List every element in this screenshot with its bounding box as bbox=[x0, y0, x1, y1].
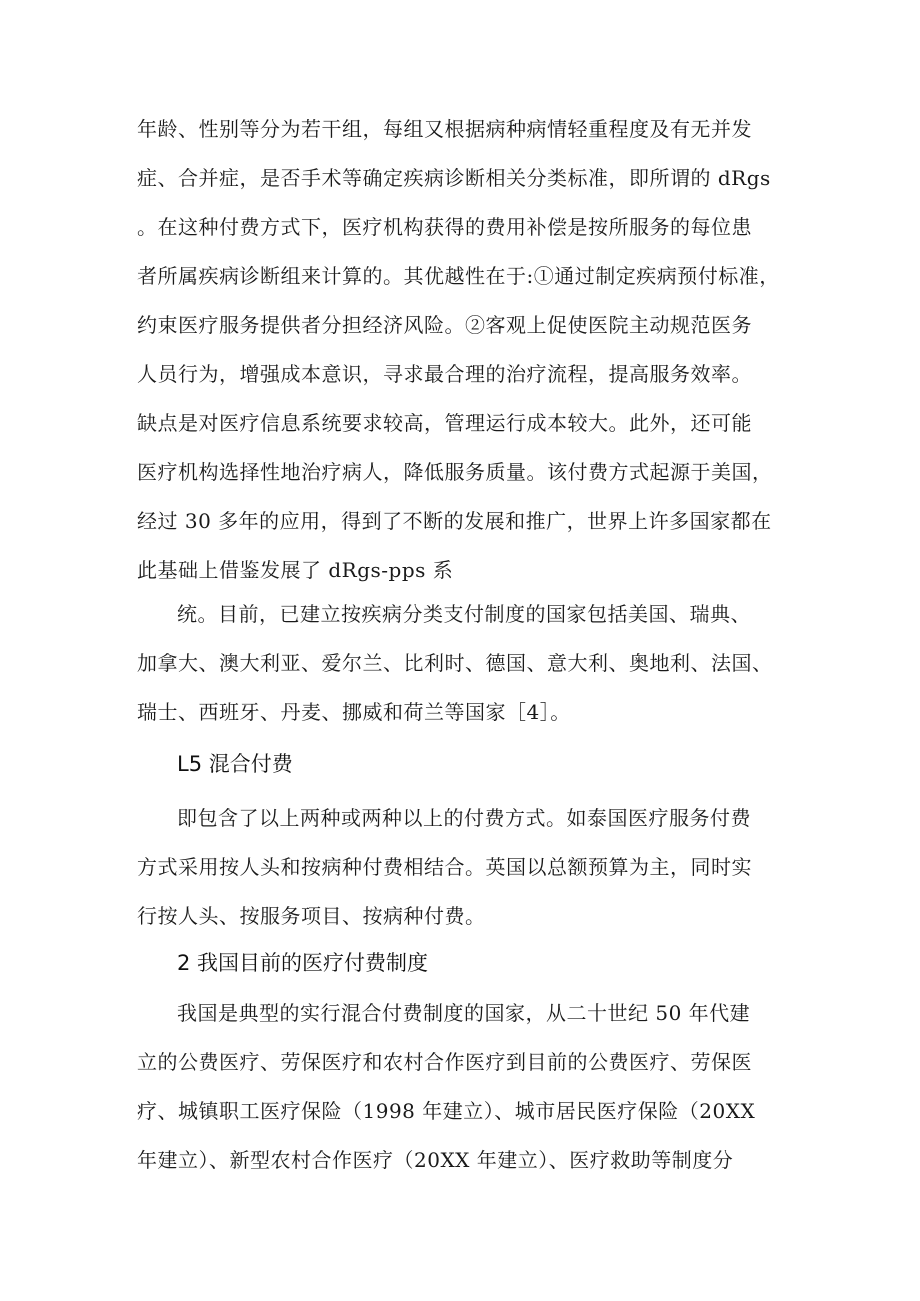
paragraph-line: 此基础上借鉴发展了 dRgs-pps 系 bbox=[137, 558, 454, 582]
section-heading-2: 2 我国目前的医疗付费制度 bbox=[177, 951, 429, 975]
paragraph-line: 加拿大、澳大利亚、爱尔兰、比利时、德国、意大利、奥地利、法国、 bbox=[137, 651, 773, 675]
paragraph-line: 。在这种付费方式下，医疗机构获得的费用补偿是按所服务的每位患 bbox=[137, 215, 752, 239]
paragraph-line: 我国是典型的实行混合付费制度的国家，从二十世纪 50 年代建 bbox=[177, 1001, 751, 1025]
paragraph-line: 年建立）、新型农村合作医疗（20XX 年建立）、医疗救助等制度分 bbox=[137, 1148, 734, 1172]
paragraph-line: 年龄、性别等分为若干组，每组又根据病种病情轻重程度及有无并发 bbox=[137, 117, 752, 141]
paragraph-line: 缺点是对医疗信息系统要求较高，管理运行成本较大。此外，还可能 bbox=[137, 411, 752, 435]
paragraph-line: 疗、城镇职工医疗保险（1998 年建立）、城市居民医疗保险（20XX bbox=[137, 1099, 756, 1123]
paragraph-line: 症、合并症，是否手术等确定疾病诊断相关分类标准，即所谓的 dRgs bbox=[137, 166, 771, 190]
paragraph-line: 即包含了以上两种或两种以上的付费方式。如泰国医疗服务付费 bbox=[177, 806, 751, 830]
paragraph-line: 经过 30 多年的应用，得到了不断的发展和推广，世界上许多国家都在 bbox=[137, 509, 772, 533]
paragraph-line: 者所属疾病诊断组来计算的。其优越性在于:①通过制定疾病预付标准， bbox=[137, 264, 780, 288]
paragraph-line: 立的公费医疗、劳保医疗和农村合作医疗到目前的公费医疗、劳保医 bbox=[137, 1050, 752, 1074]
paragraph-line: 行按人头、按服务项目、按病种付费。 bbox=[137, 904, 486, 928]
paragraph-line: 人员行为，增强成本意识，寻求最合理的治疗流程，提高服务效率。 bbox=[137, 362, 752, 386]
paragraph-line: 方式采用按人头和按病种付费相结合。英国以总额预算为主，同时实 bbox=[137, 855, 752, 879]
paragraph-line: 统。目前，已建立按疾病分类支付制度的国家包括美国、瑞典、 bbox=[177, 602, 751, 626]
paragraph-line: 瑞士、西班牙、丹麦、挪威和荷兰等国家［4］。 bbox=[137, 700, 571, 724]
paragraph-line: 约束医疗服务提供者分担经济风险。②客观上促使医院主动规范医务 bbox=[137, 313, 752, 337]
paragraph-line: 医疗机构选择性地治疗病人，降低服务质量。该付费方式起源于美国， bbox=[137, 460, 773, 484]
section-heading-l5: L5 混合付费 bbox=[177, 752, 293, 776]
